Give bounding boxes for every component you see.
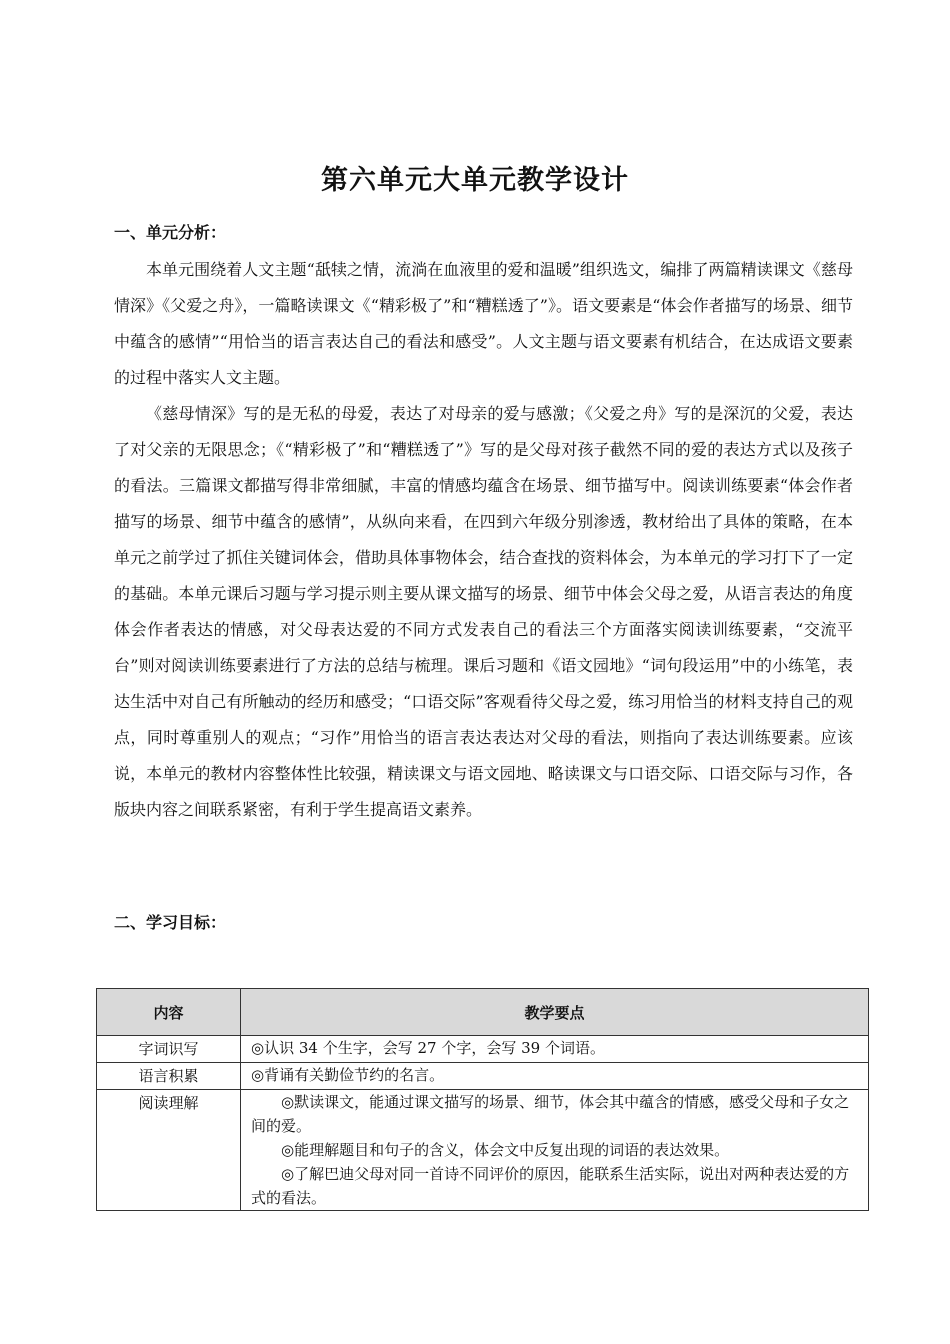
key-point: ◎认识 34 个生字，会写 27 个字，会写 39 个词语。 [251,1039,605,1057]
learning-goals-table [96,988,869,1211]
key-point: ◎默读课文，能通过课文描写的场景、细节，体会其中蕴含的情感，感受父母和子女之间的爱。 [251,1093,850,1135]
paragraph-unit-analysis-2: 《慈母情深》写的是无私的母爱，表达了对母亲的爱与感激；《父爱之舟》写的是深沉的父爱，表达了对父亲的无限思念；《“精彩极了”和“糟糕透了”》写的是父母对孩子截然不同的爱的表达方式以及孩子的看法。三篇课文都描写得非常细腻，丰富的情感均蕴含在场景、细节描写中。阅读训练要素“体会作者描写的场景、细节中蕴含的感情”，从纵向来看，在四到六年级分别渗透，教材给出了具体的策略，在本单元之前学过了抓住关键词体会，借助具体事物体会，结合查找的资料体会，为本单元的学习打下了一定的基础。本单元课后习题与学习提示则主要从课文描写的场景、细节中体会父母之爱，从语言表达的角度体会作者表达的情感，对父母表达爱的不同方式发表自己的看法三个方面落实阅读训练要素，“交流平台”则对阅读训练要素进行了方法的总结与梳理。课后习题和《语文园地》“词句段运用”中的小练笔，表达生活中对自己有所触动的经历和感受；“口语交际”客观看待父母之爱，练习用恰当的材料支持自己的观点，同时尊重别人的观点；“习作”用恰当的语言表达表达对父母的看法，则指向了表达训练要素。应该说，本单元的教材内容整体性比较强，精读课文与语文园地、略读课文与口语交际、口语交际与习作，各版块内容之间联系紧密，有利于学生提高语文素养。 [114,404,853,819]
table-header-row [97,989,869,1036]
table-cell-label: 语言积累 [97,1063,241,1090]
table-row [97,1036,869,1063]
table-row [97,1090,869,1211]
table-header-content: 内容 [97,989,241,1036]
key-point: ◎能理解题目和句子的含义，体会文中反复出现的词语的表达效果。 [281,1141,730,1159]
table-cell-label: 字词识写 [97,1036,241,1063]
table-cell-label: 阅读理解 [97,1090,241,1211]
table-cell-points [241,1063,869,1090]
table-header-key-points: 教学要点 [241,989,869,1036]
paragraph-unit-analysis-1: 本单元围绕着人文主题“舐犊之情，流淌在血液里的爱和温暖”组织选文，编排了两篇精读课文《慈母情深》《父爱之舟》，一篇略读课文《“精彩极了”和“糟糕透了”》。语文要素是“体会作者描写的场景、细节中蕴含的感情”“用恰当的语言表达自己的看法和感受”。人文主题与语文要素有机结合，在达成语文要素的过程中落实人文主题。 [114,260,853,387]
page-title: 第六单元大单元教学设计 [321,165,629,196]
key-point: ◎了解巴迪父母对同一首诗不同评价的原因，能联系生活实际，说出对两种表达爱的方式的看法。 [251,1165,850,1207]
table-row [97,1063,869,1090]
table-cell-points [241,1036,869,1063]
section-heading-unit-analysis: 一、单元分析： [114,223,227,242]
table-cell-points [241,1090,869,1211]
key-point: ◎背诵有关勤俭节约的名言。 [251,1066,445,1084]
section-heading-learning-goals: 二、学习目标： [114,913,227,932]
